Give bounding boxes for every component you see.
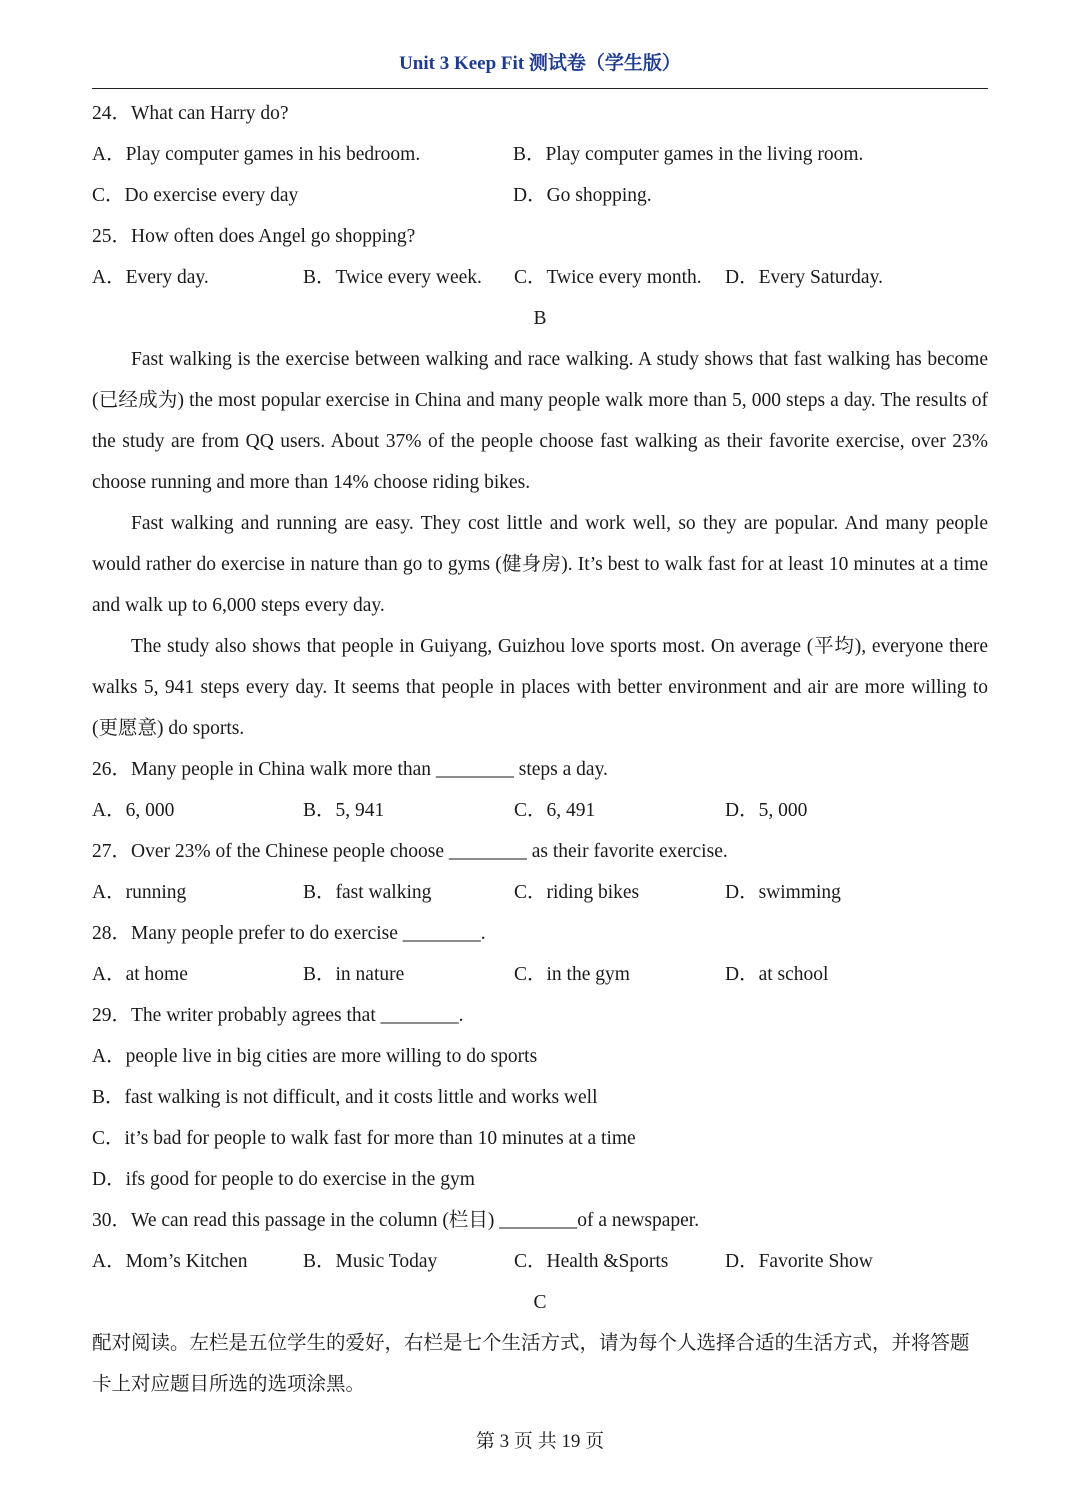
header-divider — [92, 88, 988, 89]
section-b-label: B — [533, 308, 547, 329]
option-24-a: A．Play computer games in his bedroom. — [92, 144, 421, 165]
question-25: 25．How often does Angel go shopping? — [92, 226, 416, 247]
question-28-options — [92, 954, 988, 995]
option-29-a: A．people live in big cities are more willing to do sports — [92, 1046, 538, 1067]
option-27-b: B．fast walking — [303, 882, 432, 903]
option-29-c: C．it’s bad for people to walk fast for more than 10 minutes at a time — [92, 1128, 636, 1149]
option-28-b: B．in nature — [303, 964, 405, 985]
option-24-b: B．Play computer games in the living room. — [513, 144, 864, 165]
option-24-d: D．Go shopping. — [513, 185, 652, 206]
option-28-d: D．at school — [725, 964, 829, 985]
option-26-d: D．5, 000 — [725, 800, 808, 821]
option-29-b: B．fast walking is not difficult, and it costs little and works well — [92, 1087, 598, 1108]
option-26-c: C．6, 491 — [514, 800, 596, 821]
option-30-d: D．Favorite Show — [725, 1251, 873, 1272]
page-content — [92, 93, 988, 1405]
question-29: 29．The writer probably agrees that ________. — [92, 1005, 464, 1026]
option-26-b: B．5, 941 — [303, 800, 385, 821]
section-c-instruction: 配对阅读。左栏是五位学生的爱好，右栏是七个生活方式，请为每个人选择合适的生活方式，并将答题卡上对应题目所选的选项涂黑。 — [92, 1333, 970, 1395]
passage-b-paragraph-1: Fast walking is the exercise between walking and race walking. A study shows that fast walking has become (已经成为) the most popular exercise in China and many people walk more than 5, 000 steps a day. The results of the study are from QQ users. About 37% of the people choose fast walking as their favorite exercise, over 23% choose running and more than 14% choose riding bikes. — [92, 349, 988, 493]
question-25-options — [92, 257, 988, 298]
option-29-d: D．ifs good for people to do exercise in the gym — [92, 1169, 475, 1190]
option-28-a: A．at home — [92, 964, 188, 985]
option-25-d: D．Every Saturday. — [725, 267, 883, 288]
option-25-b: B．Twice every week. — [303, 267, 482, 288]
question-24-options-row-1 — [92, 134, 988, 175]
question-24: 24．What can Harry do? — [92, 103, 289, 124]
option-24-c: C．Do exercise every day — [92, 185, 299, 206]
option-25-a: A．Every day. — [92, 267, 209, 288]
option-30-a: A．Mom’s Kitchen — [92, 1251, 248, 1272]
question-27: 27．Over 23% of the Chinese people choose ________ as their favorite exercise. — [92, 841, 728, 862]
question-30-options — [92, 1241, 988, 1282]
question-26: 26．Many people in China walk more than ________ steps a day. — [92, 759, 608, 780]
passage-b-paragraph-3: The study also shows that people in Guiyang, Guizhou love sports most. On average (平均), everyone there walks 5, 941 steps every day. It seems that people in places with better environment and air are more willing to (更愿意) do sports. — [92, 636, 988, 739]
page-header-title: Unit 3 Keep Fit 测试卷（学生版） — [399, 53, 681, 74]
option-27-c: C．riding bikes — [514, 882, 640, 903]
question-26-options — [92, 790, 988, 831]
option-30-b: B．Music Today — [303, 1251, 438, 1272]
section-c-label: C — [533, 1292, 547, 1313]
page-number-footer: 第 3 页 共 19 页 — [475, 1431, 605, 1452]
option-30-c: C．Health &Sports — [514, 1251, 669, 1272]
option-28-c: C．in the gym — [514, 964, 630, 985]
question-28: 28．Many people prefer to do exercise ________. — [92, 923, 486, 944]
question-30: 30．We can read this passage in the column (栏目) ________of a newspaper. — [92, 1210, 700, 1231]
option-27-d: D．swimming — [725, 882, 841, 903]
question-24-options-row-2 — [92, 175, 988, 216]
question-27-options — [92, 872, 988, 913]
option-27-a: A．running — [92, 882, 187, 903]
passage-b-paragraph-2: Fast walking and running are easy. They cost little and work well, so they are popular. And many people would rather do exercise in nature than go to gyms (健身房). It’s best to walk fast for at least 10 minutes at a time and walk up to 6,000 steps every day. — [92, 513, 988, 616]
option-25-c: C．Twice every month. — [514, 267, 702, 288]
option-26-a: A．6, 000 — [92, 800, 175, 821]
